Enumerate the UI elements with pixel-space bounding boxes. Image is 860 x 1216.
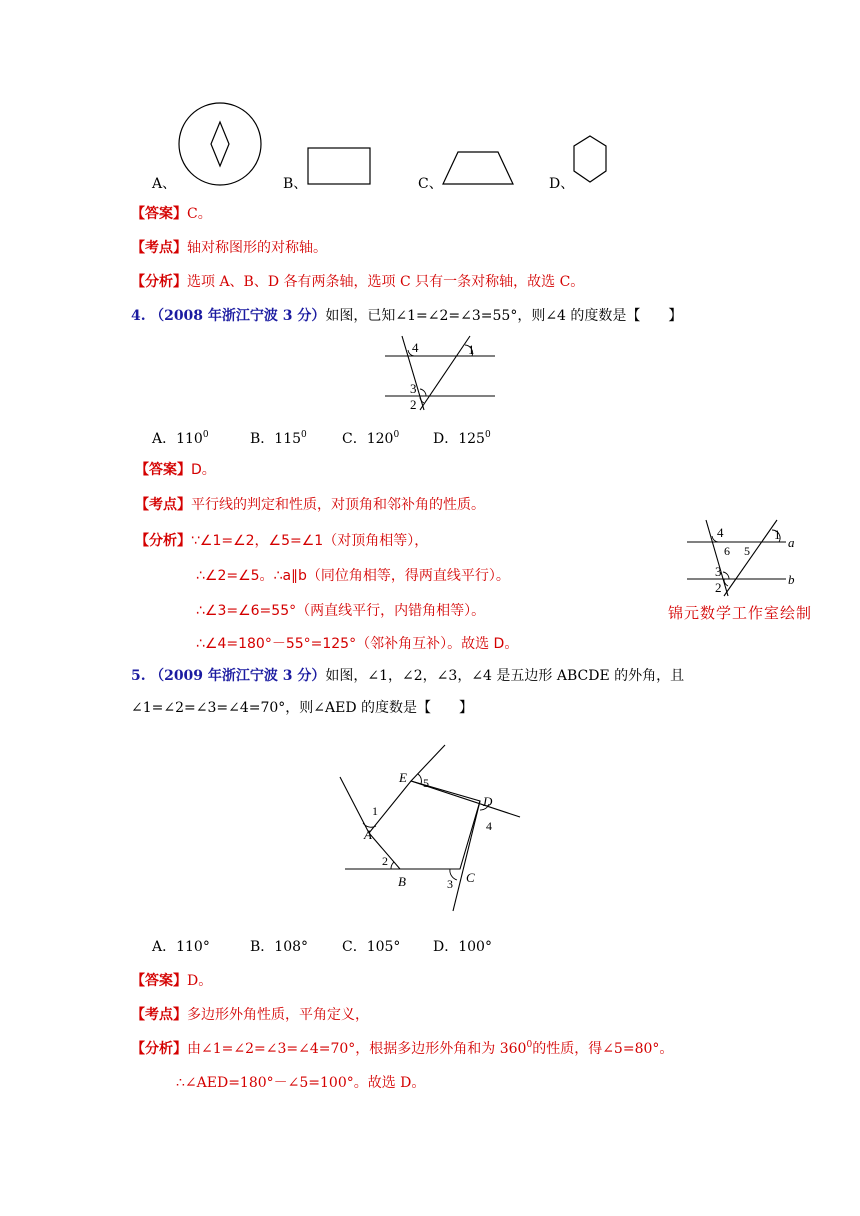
answer-text: D。 — [191, 462, 216, 478]
analysis-text-b: 的性质，得∠5=80°。 — [532, 1041, 674, 1057]
line-label: b — [788, 572, 795, 587]
point-tag: 【考点】 — [131, 240, 187, 256]
q3-option-a: A、 — [152, 176, 177, 192]
analysis-tag: 【分析】 — [135, 533, 191, 549]
angle-label: 1 — [468, 342, 475, 357]
q3-option-c: C、 — [418, 176, 443, 192]
option-sup: 0 — [301, 430, 307, 440]
q4-analysis-line-3: ∴∠3=∠6=55°（两直线平行，内错角相等）。 — [196, 603, 486, 619]
q5-option-d: D．100° — [433, 939, 492, 955]
analysis-sup: 0 — [526, 1040, 533, 1050]
q5-option-a: A．110° — [152, 939, 210, 955]
option-sup: 0 — [202, 430, 209, 440]
analysis-line: ∵∠1=∠2，∠5=∠1（对顶角相等）， — [191, 533, 429, 549]
option-text: B．115 — [250, 431, 302, 447]
q3-option-b: B、 — [283, 176, 308, 192]
question-source: （2008 年浙江宁波 3 分） — [150, 308, 326, 324]
q5-figure — [335, 735, 535, 917]
question-number: 5. — [131, 668, 146, 684]
point-tag: 【考点】 — [135, 497, 191, 513]
q3-option-d: D、 — [549, 176, 575, 192]
q4-point-row — [135, 494, 485, 514]
q4-option-b — [250, 428, 307, 448]
rhombus-shape — [211, 122, 229, 166]
point-text: 多边形外角性质，平角定义， — [187, 1007, 369, 1023]
line-label: a — [788, 535, 795, 550]
angle-label: 3 — [447, 877, 453, 891]
question-stem: 如图，∠1，∠2，∠3，∠4 是五边形 ABCDE 的外角，且 — [325, 668, 685, 684]
q5-point-row — [131, 1004, 369, 1024]
angle-label: 2 — [410, 397, 417, 412]
q4-analysis-line-2: ∴∠2=∠5。∴a∥b（同位角相等，得两直线平行）。 — [196, 568, 510, 584]
figure-credit: 锦元数学工作室绘制 — [668, 604, 813, 622]
angle-label: 4 — [486, 819, 492, 833]
angle-label: 3 — [715, 564, 722, 579]
q5-answer-row — [131, 970, 212, 990]
q3-point-row — [131, 237, 327, 257]
angle-label: 3 — [410, 381, 417, 396]
q5-analysis-line-2: ∴∠AED=180°－∠5=100°。故选 D。 — [176, 1075, 426, 1091]
q4-stem — [131, 305, 682, 325]
vertex-label: E — [399, 770, 407, 785]
vertex-label: C — [466, 870, 475, 885]
answer-text: D。 — [187, 973, 213, 989]
q5-stem-line-2: ∠1=∠2=∠3=∠4=70°，则∠AED 的度数是【 】 — [131, 700, 474, 716]
angle-label: 6 — [724, 544, 730, 558]
option-text: C．120 — [342, 431, 394, 447]
answer-text: C。 — [187, 206, 212, 222]
q4-option-a — [152, 428, 209, 448]
answer-tag: 【答案】 — [131, 206, 187, 222]
answer-tag: 【答案】 — [131, 973, 187, 989]
q4-figure — [380, 332, 500, 414]
angle-label: 5 — [744, 544, 750, 558]
vertex-label: A — [364, 827, 372, 842]
angle-label: 2 — [382, 854, 388, 868]
option-sup: 0 — [393, 430, 400, 440]
vertex-label: B — [398, 874, 406, 889]
angle-label: 2 — [715, 580, 722, 595]
q4-analysis-line-4: ∴∠4=180°－55°=125°（邻补角互补）。故选 D。 — [196, 636, 519, 652]
vertex-label: D — [483, 794, 493, 809]
angle-label: 4 — [717, 525, 724, 540]
option-text: A．110 — [152, 431, 203, 447]
option-sup: 0 — [484, 430, 491, 440]
question-number: 4. — [131, 308, 146, 324]
trapezoid-shape — [443, 152, 513, 184]
point-tag: 【考点】 — [131, 1007, 187, 1023]
q5-option-b: B．108° — [250, 939, 309, 955]
circle-shape — [179, 103, 261, 185]
angle-label: 1 — [372, 804, 378, 818]
angle-label: 4 — [412, 340, 419, 355]
analysis-text: 选项 A、B、D 各有两条轴，选项 C 只有一条对称轴，故选 C。 — [187, 274, 585, 290]
q4-analysis-row — [135, 530, 428, 550]
q5-option-c: C．105° — [342, 939, 401, 955]
question-stem: 如图，已知∠1=∠2=∠3=55°，则∠4 的度数是【 】 — [325, 308, 683, 324]
q4-analysis-figure — [682, 518, 802, 600]
q5-analysis-row — [131, 1038, 673, 1058]
q4-answer-row — [135, 459, 216, 479]
option-text: D．125 — [433, 431, 485, 447]
point-text: 平行线的判定和性质，对顶角和邻补角的性质。 — [191, 497, 485, 513]
angle-label: 5 — [423, 776, 429, 790]
hexagon-shape — [574, 136, 606, 182]
q5-stem-line-1 — [131, 665, 684, 685]
q3-answer-row — [131, 203, 212, 223]
q3-analysis-row — [131, 271, 584, 291]
analysis-tag: 【分析】 — [131, 1041, 187, 1057]
q4-option-c — [342, 428, 399, 448]
point-text: 轴对称图形的对称轴。 — [187, 240, 327, 256]
analysis-text-a: 由∠1=∠2=∠3=∠4=70°，根据多边形外角和为 360 — [187, 1041, 527, 1057]
angle-label: 1 — [774, 527, 781, 542]
analysis-tag: 【分析】 — [131, 274, 187, 290]
q4-option-d — [433, 428, 491, 448]
rectangle-shape — [308, 148, 370, 184]
answer-tag: 【答案】 — [135, 462, 191, 478]
question-source: （2009 年浙江宁波 3 分） — [150, 668, 326, 684]
